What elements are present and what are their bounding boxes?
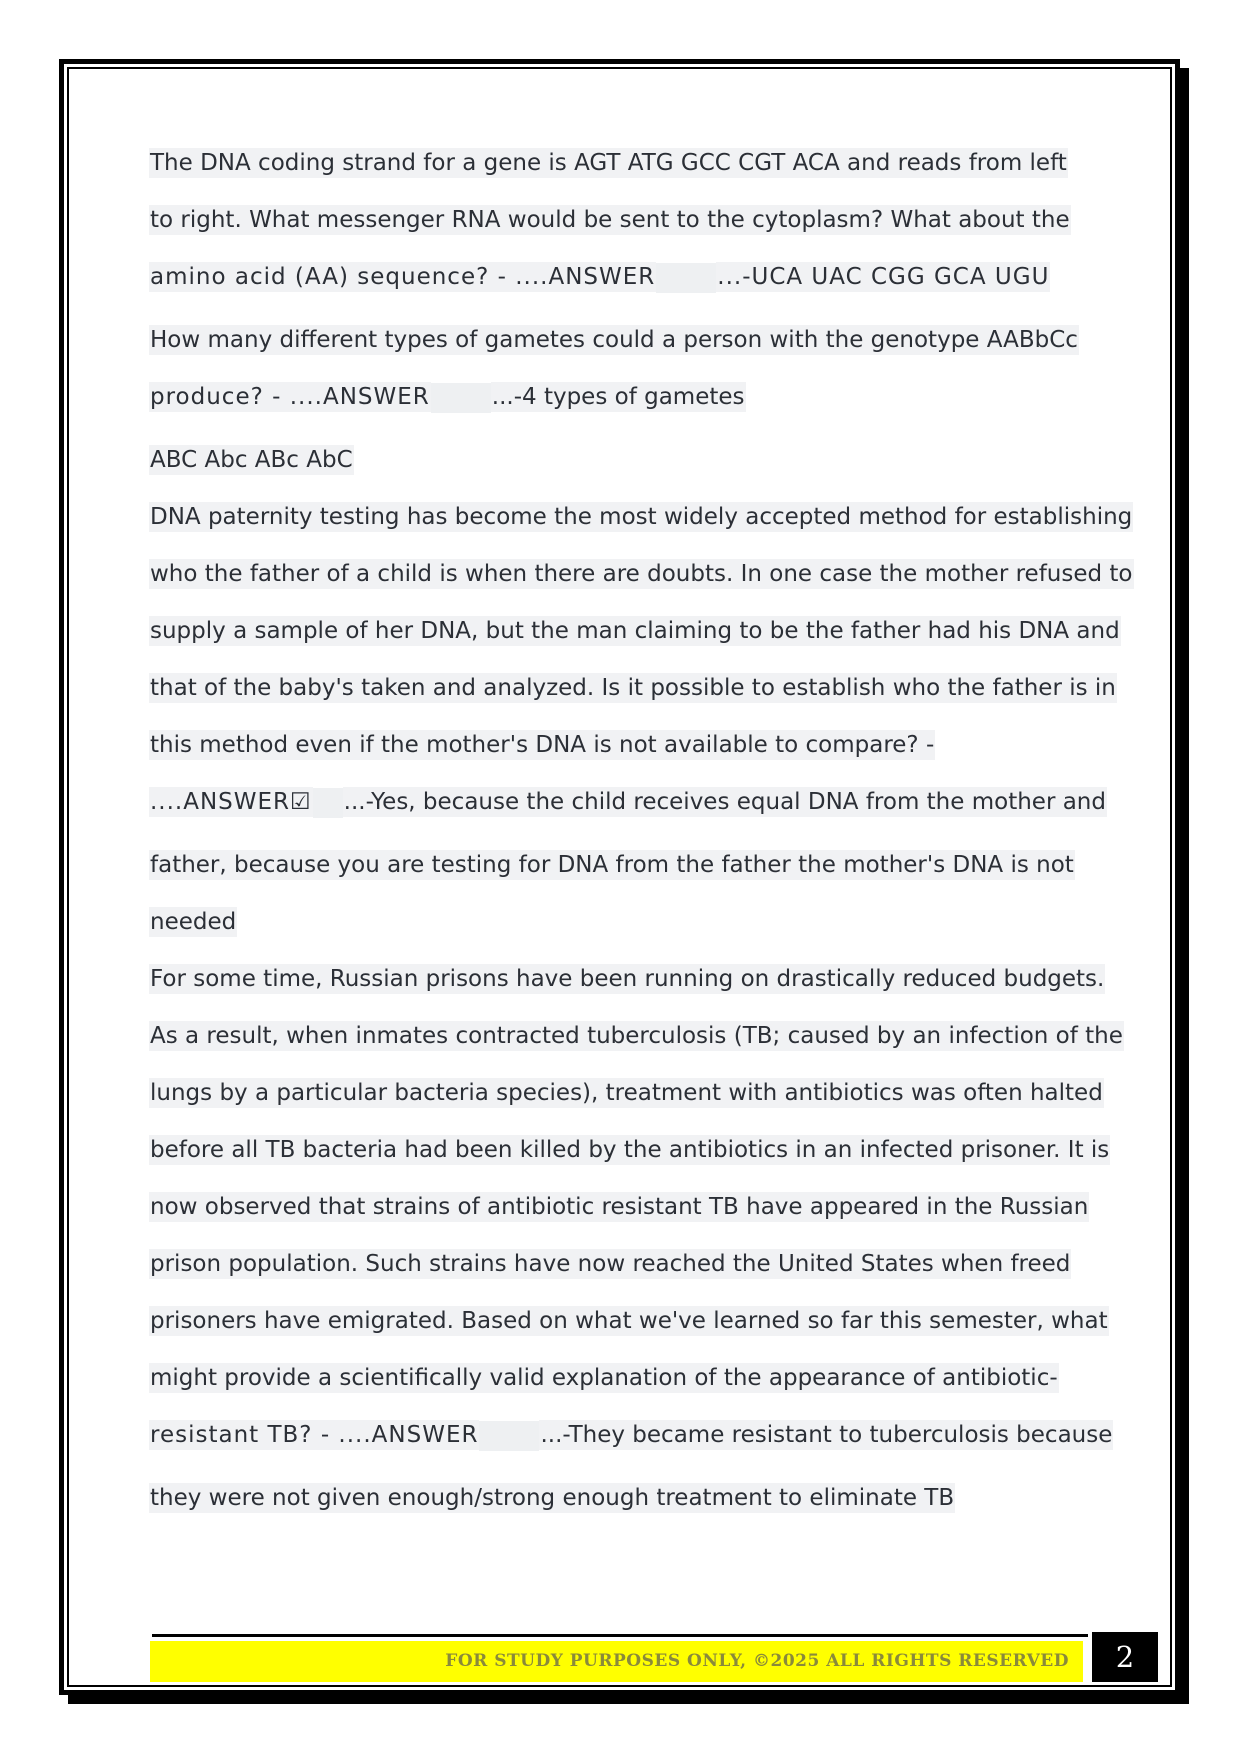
q4-line-6: prison population. Such strains have now reached the United States when freed — [150, 1251, 1071, 1277]
q3-line-6: ....ANSWER☑ ...-Yes, because the child receives equal DNA from the mother and — [149, 779, 1089, 842]
q4-line-7: prisoners have emigrated. Based on what we've learned so far this semester, what — [150, 1308, 1108, 1334]
footer-notice: FOR STUDY PURPOSES ONLY, ©2025 ALL RIGHTS RESERVED — [150, 1641, 1083, 1682]
q2-answer: ...-4 types of gametes — [491, 384, 745, 410]
answer-gap — [313, 788, 343, 818]
q4-line-3: lungs by a particular bacteria species), treatment with antibiotics was often halted — [150, 1080, 1103, 1106]
q3-line-1: DNA paternity testing has become the most widely accepted method for establishing — [150, 504, 1133, 530]
answer-gap — [656, 263, 716, 293]
q1-line-2: to right. What messenger RNA would be sent to the cytoplasm? What about the — [150, 207, 1070, 233]
q3-line-8: needed — [150, 909, 237, 935]
q2-line-3: ABC Abc ABc AbC — [150, 447, 353, 473]
q1-line-1: The DNA coding strand for a gene is AGT ATG GCC CGT ACA and reads from left — [150, 150, 1067, 176]
footer-divider — [152, 1634, 1088, 1637]
q4-line-8: might provide a scientifically valid explanation of the appearance of antibiotic- — [150, 1365, 1058, 1391]
answer-gap — [479, 1421, 539, 1451]
q1-line-3: amino acid (AA) sequence? - ....ANSWER ...-UCA UAC CGG GCA UGU — [149, 254, 1089, 317]
q1-answer: ...-UCA UAC CGG GCA UGU — [717, 264, 1050, 290]
q3-line-7: father, because you are testing for DNA from the father the mother's DNA is not — [150, 852, 1074, 878]
q3-line-5: this method even if the mother's DNA is not available to compare? - — [150, 732, 935, 758]
q3-line-4: that of the baby's taken and analyzed. Is it possible to establish who the father is in — [150, 675, 1116, 701]
q4-line-10: they were not given enough/strong enough treatment to eliminate TB — [150, 1485, 955, 1511]
q4-line-4: before all TB bacteria had been killed by the antibiotics in an infected prisoner. It is — [150, 1137, 1110, 1163]
q4-line-5: now observed that strains of antibiotic resistant TB have appeared in the Russian — [150, 1194, 1089, 1220]
q4-line-2: As a result, when inmates contracted tuberculosis (TB; caused by an infection of the — [150, 1023, 1123, 1049]
answer-gap — [431, 383, 491, 413]
q4-answer: ...-They became resistant to tuberculosis because — [540, 1422, 1113, 1448]
document-body — [149, 140, 1133, 1532]
page-number: 2 — [1092, 1632, 1158, 1682]
q2-line-1: How many different types of gametes could a person with the genotype AABbCc — [150, 327, 1078, 353]
q2-line-2: produce? - ....ANSWER ...-4 types of gametes — [149, 374, 1089, 437]
q4-line-1: For some time, Russian prisons have been running on drastically reduced budgets. — [150, 966, 1105, 992]
q3-line-3: supply a sample of her DNA, but the man claiming to be the father had his DNA and — [150, 618, 1120, 644]
q3-answer: ...-Yes, because the child receives equal DNA from the mother and — [343, 789, 1106, 815]
q4-line-9: resistant TB? - ....ANSWER ...-They became resistant to tuberculosis because — [149, 1412, 1089, 1475]
q3-line-2: who the father of a child is when there are doubts. In one case the mother refused to — [150, 561, 1133, 587]
